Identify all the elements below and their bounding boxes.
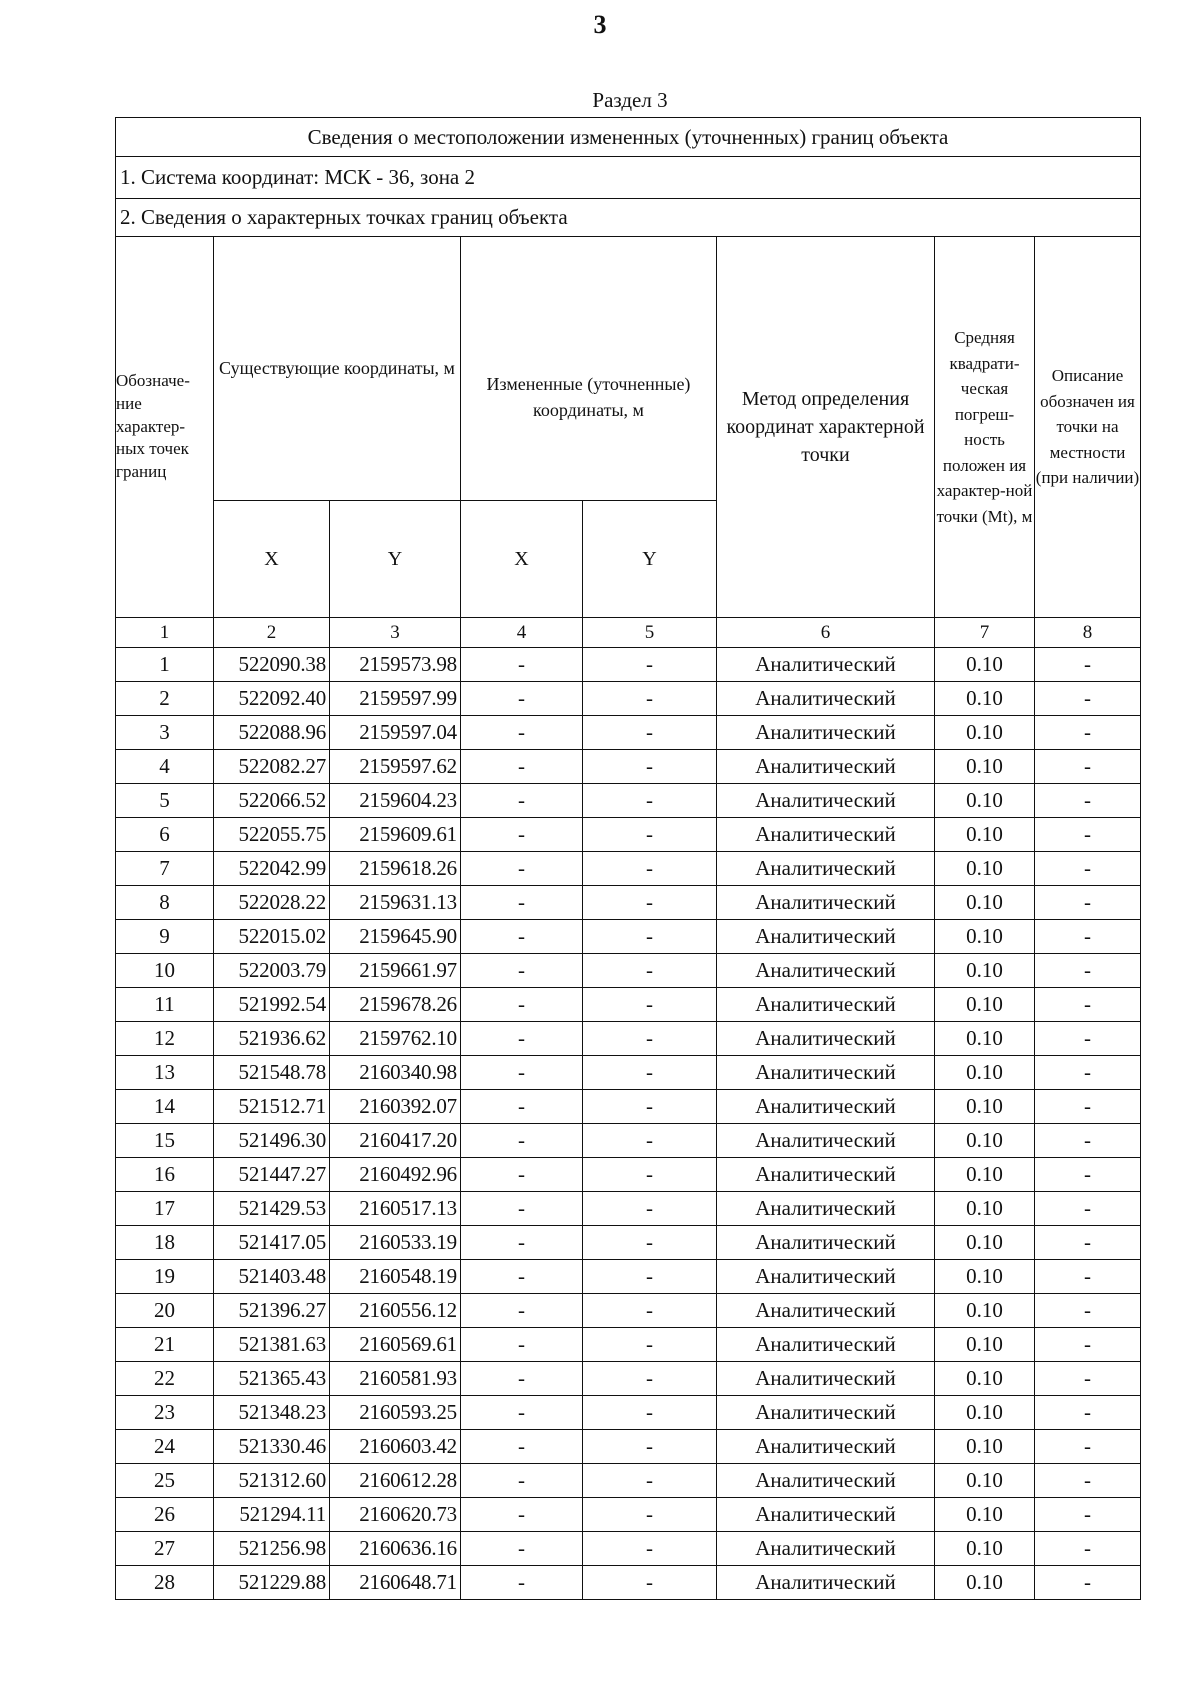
description-cell: - <box>1035 1498 1141 1532</box>
method-cell: Аналитический <box>717 1566 935 1600</box>
table-row <box>116 1090 1141 1124</box>
description-cell: - <box>1035 1328 1141 1362</box>
existing-y-cell: 2160392.07 <box>330 1090 461 1124</box>
existing-x-cell: 522028.22 <box>214 886 330 920</box>
table-row <box>116 1124 1141 1158</box>
description-cell: - <box>1035 750 1141 784</box>
error-cell: 0.10 <box>935 1192 1035 1226</box>
method-cell: Аналитический <box>717 1396 935 1430</box>
description-cell: - <box>1035 648 1141 682</box>
table-row <box>116 750 1141 784</box>
table-row <box>116 988 1141 1022</box>
changed-x-cell: - <box>461 1532 583 1566</box>
point-id-cell: 25 <box>116 1464 214 1498</box>
method-cell: Аналитический <box>717 1090 935 1124</box>
point-id-cell: 7 <box>116 852 214 886</box>
error-cell: 0.10 <box>935 1464 1035 1498</box>
table-row <box>116 716 1141 750</box>
point-id-cell: 24 <box>116 1430 214 1464</box>
column-number: 1 <box>116 618 214 648</box>
changed-y-cell: - <box>583 716 717 750</box>
error-cell: 0.10 <box>935 954 1035 988</box>
method-cell: Аналитический <box>717 920 935 954</box>
error-cell: 0.10 <box>935 818 1035 852</box>
description-cell: - <box>1035 818 1141 852</box>
changed-y-cell: - <box>583 1430 717 1464</box>
header-existing-coords: Существующие координаты, м <box>214 237 461 501</box>
table-row <box>116 852 1141 886</box>
column-number: 4 <box>461 618 583 648</box>
existing-x-cell: 522066.52 <box>214 784 330 818</box>
error-cell: 0.10 <box>935 1022 1035 1056</box>
changed-y-cell: - <box>583 1396 717 1430</box>
existing-y-cell: 2160620.73 <box>330 1498 461 1532</box>
point-id-cell: 23 <box>116 1396 214 1430</box>
description-cell: - <box>1035 1192 1141 1226</box>
existing-y-cell: 2160581.93 <box>330 1362 461 1396</box>
error-cell: 0.10 <box>935 1532 1035 1566</box>
changed-y-cell: - <box>583 1158 717 1192</box>
error-cell: 0.10 <box>935 1566 1035 1600</box>
existing-y-cell: 2160533.19 <box>330 1226 461 1260</box>
method-cell: Аналитический <box>717 1430 935 1464</box>
existing-x-cell: 521417.05 <box>214 1226 330 1260</box>
changed-x-cell: - <box>461 1124 583 1158</box>
table-row <box>116 1328 1141 1362</box>
changed-y-cell: - <box>583 886 717 920</box>
point-id-cell: 9 <box>116 920 214 954</box>
error-cell: 0.10 <box>935 852 1035 886</box>
changed-y-cell: - <box>583 1294 717 1328</box>
boundary-points-table <box>115 117 1141 1600</box>
changed-x-cell: - <box>461 1226 583 1260</box>
existing-x-cell: 521447.27 <box>214 1158 330 1192</box>
description-cell: - <box>1035 1532 1141 1566</box>
point-id-cell: 17 <box>116 1192 214 1226</box>
table-row <box>116 954 1141 988</box>
changed-x-cell: - <box>461 988 583 1022</box>
existing-y-cell: 2160593.25 <box>330 1396 461 1430</box>
table-row <box>116 1566 1141 1600</box>
existing-y-cell: 2159597.99 <box>330 682 461 716</box>
header-designation: Обозначе-ние характер-ных точек границ <box>116 237 214 618</box>
error-cell: 0.10 <box>935 920 1035 954</box>
description-cell: - <box>1035 1396 1141 1430</box>
method-cell: Аналитический <box>717 1022 935 1056</box>
description-cell: - <box>1035 1124 1141 1158</box>
existing-x-cell: 521992.54 <box>214 988 330 1022</box>
existing-y-cell: 2159661.97 <box>330 954 461 988</box>
error-cell: 0.10 <box>935 716 1035 750</box>
changed-y-cell: - <box>583 1532 717 1566</box>
method-cell: Аналитический <box>717 682 935 716</box>
changed-y-cell: - <box>583 682 717 716</box>
point-id-cell: 22 <box>116 1362 214 1396</box>
changed-x-cell: - <box>461 1396 583 1430</box>
changed-x-cell: - <box>461 852 583 886</box>
changed-x-cell: - <box>461 1430 583 1464</box>
error-cell: 0.10 <box>935 886 1035 920</box>
description-cell: - <box>1035 988 1141 1022</box>
point-id-cell: 12 <box>116 1022 214 1056</box>
header-changed-coords: Измененные (уточненные) координаты, м <box>461 237 717 501</box>
column-number: 3 <box>330 618 461 648</box>
description-cell: - <box>1035 1158 1141 1192</box>
point-id-cell: 21 <box>116 1328 214 1362</box>
description-cell: - <box>1035 954 1141 988</box>
method-cell: Аналитический <box>717 988 935 1022</box>
column-number: 8 <box>1035 618 1141 648</box>
table-row <box>116 1396 1141 1430</box>
changed-y-cell: - <box>583 750 717 784</box>
existing-x-cell: 522055.75 <box>214 818 330 852</box>
existing-y-cell: 2159645.90 <box>330 920 461 954</box>
error-cell: 0.10 <box>935 1124 1035 1158</box>
method-cell: Аналитический <box>717 1328 935 1362</box>
changed-y-cell: - <box>583 784 717 818</box>
table-row <box>116 1022 1141 1056</box>
existing-x-cell: 522042.99 <box>214 852 330 886</box>
existing-x-cell: 521403.48 <box>214 1260 330 1294</box>
section-label: Раздел 3 <box>592 88 668 112</box>
error-cell: 0.10 <box>935 682 1035 716</box>
changed-y-cell: - <box>583 1124 717 1158</box>
header-changed-x: X <box>461 501 583 618</box>
changed-x-cell: - <box>461 1566 583 1600</box>
existing-x-cell: 521348.23 <box>214 1396 330 1430</box>
table-row <box>116 1260 1141 1294</box>
description-cell: - <box>1035 682 1141 716</box>
description-cell: - <box>1035 1022 1141 1056</box>
point-id-cell: 10 <box>116 954 214 988</box>
existing-x-cell: 521936.62 <box>214 1022 330 1056</box>
changed-x-cell: - <box>461 1022 583 1056</box>
existing-y-cell: 2159604.23 <box>330 784 461 818</box>
table-row <box>116 1192 1141 1226</box>
column-number: 7 <box>935 618 1035 648</box>
method-cell: Аналитический <box>717 1192 935 1226</box>
table-row <box>116 1226 1141 1260</box>
existing-x-cell: 521496.30 <box>214 1124 330 1158</box>
description-cell: - <box>1035 784 1141 818</box>
point-id-cell: 11 <box>116 988 214 1022</box>
error-cell: 0.10 <box>935 1498 1035 1532</box>
error-cell: 0.10 <box>935 1226 1035 1260</box>
existing-x-cell: 521512.71 <box>214 1090 330 1124</box>
point-id-cell: 18 <box>116 1226 214 1260</box>
existing-y-cell: 2159631.13 <box>330 886 461 920</box>
existing-x-cell: 521396.27 <box>214 1294 330 1328</box>
changed-y-cell: - <box>583 1362 717 1396</box>
page-number: 3 <box>593 10 607 39</box>
header-existing-x: X <box>214 501 330 618</box>
existing-x-cell: 521229.88 <box>214 1566 330 1600</box>
table-row <box>116 920 1141 954</box>
existing-y-cell: 2159573.98 <box>330 648 461 682</box>
existing-y-cell: 2160636.16 <box>330 1532 461 1566</box>
point-id-cell: 28 <box>116 1566 214 1600</box>
description-cell: - <box>1035 886 1141 920</box>
column-number: 2 <box>214 618 330 648</box>
table-body <box>116 648 1141 1600</box>
error-cell: 0.10 <box>935 1294 1035 1328</box>
table-row <box>116 886 1141 920</box>
method-cell: Аналитический <box>717 1532 935 1566</box>
point-id-cell: 13 <box>116 1056 214 1090</box>
table-row <box>116 1158 1141 1192</box>
point-id-cell: 26 <box>116 1498 214 1532</box>
existing-y-cell: 2159609.61 <box>330 818 461 852</box>
description-cell: - <box>1035 1566 1141 1600</box>
description-cell: - <box>1035 1294 1141 1328</box>
existing-y-cell: 2159597.62 <box>330 750 461 784</box>
error-cell: 0.10 <box>935 750 1035 784</box>
existing-y-cell: 2159597.04 <box>330 716 461 750</box>
header-description: Описание обозначен ия точки на местности (при наличии) <box>1035 237 1141 618</box>
changed-y-cell: - <box>583 1192 717 1226</box>
existing-y-cell: 2160612.28 <box>330 1464 461 1498</box>
existing-x-cell: 522088.96 <box>214 716 330 750</box>
table-row <box>116 1294 1141 1328</box>
point-id-cell: 6 <box>116 818 214 852</box>
method-cell: Аналитический <box>717 1294 935 1328</box>
existing-x-cell: 521312.60 <box>214 1464 330 1498</box>
existing-x-cell: 521330.46 <box>214 1430 330 1464</box>
existing-x-cell: 521429.53 <box>214 1192 330 1226</box>
error-cell: 0.10 <box>935 1396 1035 1430</box>
method-cell: Аналитический <box>717 1260 935 1294</box>
point-id-cell: 15 <box>116 1124 214 1158</box>
changed-x-cell: - <box>461 648 583 682</box>
table-row <box>116 682 1141 716</box>
changed-x-cell: - <box>461 1294 583 1328</box>
header-existing-y: Y <box>330 501 461 618</box>
table-row <box>116 1532 1141 1566</box>
error-cell: 0.10 <box>935 1430 1035 1464</box>
point-id-cell: 2 <box>116 682 214 716</box>
column-numbers-row <box>116 618 1141 648</box>
point-id-cell: 3 <box>116 716 214 750</box>
changed-y-cell: - <box>583 988 717 1022</box>
changed-x-cell: - <box>461 1158 583 1192</box>
existing-x-cell: 521548.78 <box>214 1056 330 1090</box>
method-cell: Аналитический <box>717 954 935 988</box>
existing-x-cell: 522082.27 <box>214 750 330 784</box>
points-heading-row: 2. Сведения о характерных точках границ объекта <box>116 199 1141 237</box>
existing-x-cell: 521294.11 <box>214 1498 330 1532</box>
changed-x-cell: - <box>461 954 583 988</box>
changed-y-cell: - <box>583 1090 717 1124</box>
existing-x-cell: 521256.98 <box>214 1532 330 1566</box>
error-cell: 0.10 <box>935 1056 1035 1090</box>
existing-y-cell: 2159618.26 <box>330 852 461 886</box>
table-row <box>116 1362 1141 1396</box>
table-row <box>116 784 1141 818</box>
existing-y-cell: 2160556.12 <box>330 1294 461 1328</box>
description-cell: - <box>1035 852 1141 886</box>
error-cell: 0.10 <box>935 1090 1035 1124</box>
changed-y-cell: - <box>583 1260 717 1294</box>
changed-y-cell: - <box>583 1022 717 1056</box>
coord-system-row: 1. Система координат: МСК - 36, зона 2 <box>116 157 1141 199</box>
method-cell: Аналитический <box>717 750 935 784</box>
existing-x-cell: 522003.79 <box>214 954 330 988</box>
changed-x-cell: - <box>461 1328 583 1362</box>
error-cell: 0.10 <box>935 1328 1035 1362</box>
method-cell: Аналитический <box>717 1056 935 1090</box>
point-id-cell: 1 <box>116 648 214 682</box>
existing-x-cell: 521381.63 <box>214 1328 330 1362</box>
error-cell: 0.10 <box>935 1158 1035 1192</box>
error-cell: 0.10 <box>935 1362 1035 1396</box>
table-row <box>116 648 1141 682</box>
changed-y-cell: - <box>583 1328 717 1362</box>
changed-x-cell: - <box>461 1192 583 1226</box>
changed-x-cell: - <box>461 716 583 750</box>
changed-x-cell: - <box>461 920 583 954</box>
changed-x-cell: - <box>461 1362 583 1396</box>
changed-x-cell: - <box>461 1498 583 1532</box>
method-cell: Аналитический <box>717 886 935 920</box>
existing-y-cell: 2160417.20 <box>330 1124 461 1158</box>
changed-y-cell: - <box>583 818 717 852</box>
description-cell: - <box>1035 1260 1141 1294</box>
existing-y-cell: 2160340.98 <box>330 1056 461 1090</box>
changed-y-cell: - <box>583 954 717 988</box>
method-cell: Аналитический <box>717 852 935 886</box>
description-cell: - <box>1035 920 1141 954</box>
method-cell: Аналитический <box>717 1226 935 1260</box>
existing-y-cell: 2159762.10 <box>330 1022 461 1056</box>
changed-y-cell: - <box>583 1498 717 1532</box>
existing-y-cell: 2160517.13 <box>330 1192 461 1226</box>
description-cell: - <box>1035 1226 1141 1260</box>
description-cell: - <box>1035 1430 1141 1464</box>
changed-x-cell: - <box>461 784 583 818</box>
existing-y-cell: 2160548.19 <box>330 1260 461 1294</box>
table-row <box>116 1498 1141 1532</box>
existing-x-cell: 522015.02 <box>214 920 330 954</box>
existing-x-cell: 521365.43 <box>214 1362 330 1396</box>
description-cell: - <box>1035 1056 1141 1090</box>
point-id-cell: 16 <box>116 1158 214 1192</box>
existing-y-cell: 2160648.71 <box>330 1566 461 1600</box>
point-id-cell: 19 <box>116 1260 214 1294</box>
changed-x-cell: - <box>461 682 583 716</box>
error-cell: 0.10 <box>935 1260 1035 1294</box>
changed-y-cell: - <box>583 1464 717 1498</box>
changed-x-cell: - <box>461 818 583 852</box>
changed-x-cell: - <box>461 1464 583 1498</box>
point-id-cell: 4 <box>116 750 214 784</box>
description-cell: - <box>1035 716 1141 750</box>
changed-y-cell: - <box>583 1056 717 1090</box>
changed-x-cell: - <box>461 750 583 784</box>
table-row <box>116 1464 1141 1498</box>
header-error: Средняя квадрати-ческая погреш-ность положен ия характер-ной точки (Mt), м <box>935 237 1035 618</box>
method-cell: Аналитический <box>717 1498 935 1532</box>
point-id-cell: 8 <box>116 886 214 920</box>
changed-x-cell: - <box>461 1056 583 1090</box>
existing-y-cell: 2160603.42 <box>330 1430 461 1464</box>
existing-x-cell: 522090.38 <box>214 648 330 682</box>
error-cell: 0.10 <box>935 648 1035 682</box>
existing-y-cell: 2159678.26 <box>330 988 461 1022</box>
error-cell: 0.10 <box>935 988 1035 1022</box>
method-cell: Аналитический <box>717 648 935 682</box>
method-cell: Аналитический <box>717 1158 935 1192</box>
table-row <box>116 818 1141 852</box>
column-number: 5 <box>583 618 717 648</box>
method-cell: Аналитический <box>717 1362 935 1396</box>
changed-y-cell: - <box>583 1566 717 1600</box>
changed-y-cell: - <box>583 920 717 954</box>
method-cell: Аналитический <box>717 784 935 818</box>
method-cell: Аналитический <box>717 1124 935 1158</box>
description-cell: - <box>1035 1362 1141 1396</box>
changed-y-cell: - <box>583 1226 717 1260</box>
method-cell: Аналитический <box>717 716 935 750</box>
changed-y-cell: - <box>583 648 717 682</box>
point-id-cell: 14 <box>116 1090 214 1124</box>
method-cell: Аналитический <box>717 1464 935 1498</box>
table-row <box>116 1056 1141 1090</box>
point-id-cell: 20 <box>116 1294 214 1328</box>
changed-x-cell: - <box>461 886 583 920</box>
existing-y-cell: 2160569.61 <box>330 1328 461 1362</box>
header-changed-y: Y <box>583 501 717 618</box>
description-cell: - <box>1035 1090 1141 1124</box>
changed-x-cell: - <box>461 1260 583 1294</box>
point-id-cell: 5 <box>116 784 214 818</box>
changed-x-cell: - <box>461 1090 583 1124</box>
description-cell: - <box>1035 1464 1141 1498</box>
column-number: 6 <box>717 618 935 648</box>
table-title: Сведения о местоположении измененных (уточненных) границ объекта <box>116 118 1141 157</box>
error-cell: 0.10 <box>935 784 1035 818</box>
point-id-cell: 27 <box>116 1532 214 1566</box>
method-cell: Аналитический <box>717 818 935 852</box>
header-method: Метод определения координат характерной точки <box>717 237 935 618</box>
changed-y-cell: - <box>583 852 717 886</box>
table-row <box>116 1430 1141 1464</box>
existing-y-cell: 2160492.96 <box>330 1158 461 1192</box>
existing-x-cell: 522092.40 <box>214 682 330 716</box>
